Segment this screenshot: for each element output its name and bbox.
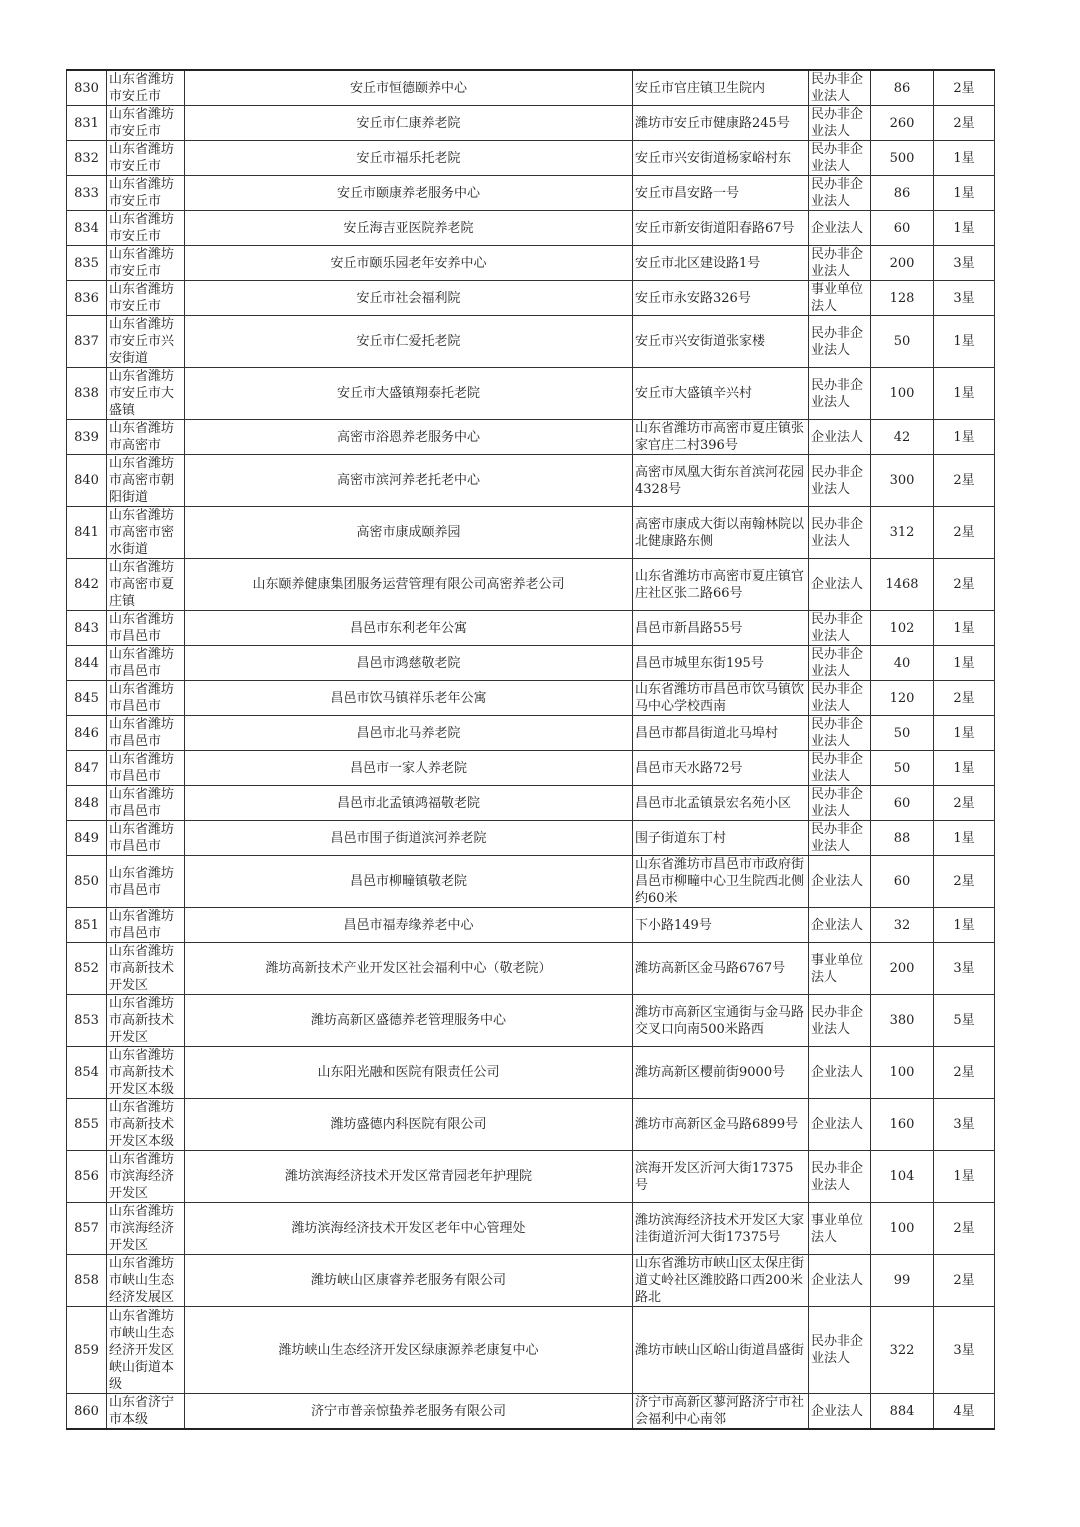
row-bed-count: 322 [871,1307,934,1394]
row-bed-count: 380 [871,995,934,1047]
row-legal-type: 企业法人 [809,1394,871,1430]
row-institution-name: 高密市浴恩养老服务中心 [185,420,633,455]
table-body [67,70,995,1429]
row-number: 835 [67,246,107,281]
row-bed-count: 99 [871,1255,934,1307]
row-number: 859 [67,1307,107,1394]
row-institution-name: 昌邑市饮马镇祥乐老年公寓 [185,681,633,716]
table-row [67,611,995,646]
row-star-rating: 3星 [934,943,995,995]
row-star-rating: 2星 [934,106,995,141]
row-star-rating: 1星 [934,316,995,368]
row-star-rating: 1星 [934,908,995,943]
row-bed-count: 100 [871,1203,934,1255]
row-region: 山东省潍坊市昌邑市 [107,681,185,716]
row-address: 安丘市官庄镇卫生院内 [633,70,809,106]
row-number: 856 [67,1151,107,1203]
row-legal-type: 民办非企业法人 [809,246,871,281]
row-star-rating: 5星 [934,995,995,1047]
row-region: 山东省潍坊市昌邑市 [107,751,185,786]
row-address: 安丘市兴安街道杨家峪村东 [633,141,809,176]
row-institution-name: 安丘市仁爱托老院 [185,316,633,368]
row-address: 潍坊高新区樱前街9000号 [633,1047,809,1099]
row-institution-name: 昌邑市一家人养老院 [185,751,633,786]
row-legal-type: 民办非企业法人 [809,70,871,106]
row-star-rating: 2星 [934,455,995,507]
row-bed-count: 104 [871,1151,934,1203]
row-star-rating: 1星 [934,716,995,751]
row-number: 844 [67,646,107,681]
row-address: 滨海开发区沂河大街17375号 [633,1151,809,1203]
row-star-rating: 2星 [934,559,995,611]
row-region: 山东省潍坊市昌邑市 [107,646,185,681]
row-institution-name: 安丘海吉亚医院养老院 [185,211,633,246]
row-institution-name: 昌邑市东利老年公寓 [185,611,633,646]
row-region: 山东省潍坊市高新技术开发区 [107,995,185,1047]
row-bed-count: 40 [871,646,934,681]
row-institution-name: 潍坊高新技术产业开发区社会福利中心（敬老院） [185,943,633,995]
row-region: 山东省潍坊市高密市 [107,420,185,455]
row-number: 852 [67,943,107,995]
row-star-rating: 1星 [934,611,995,646]
row-address: 围子街道东丁村 [633,821,809,856]
row-number: 851 [67,908,107,943]
row-legal-type: 民办非企业法人 [809,716,871,751]
table-row [67,559,995,611]
row-legal-type: 企业法人 [809,420,871,455]
row-region: 山东省潍坊市安丘市大盛镇 [107,368,185,420]
row-region: 山东省潍坊市安丘市 [107,246,185,281]
row-bed-count: 50 [871,316,934,368]
row-region: 山东省潍坊市高密市夏庄镇 [107,559,185,611]
row-number: 840 [67,455,107,507]
row-bed-count: 200 [871,943,934,995]
row-address: 安丘市永安路326号 [633,281,809,316]
row-institution-name: 安丘市社会福利院 [185,281,633,316]
table-row [67,995,995,1047]
row-number: 842 [67,559,107,611]
row-star-rating: 1星 [934,176,995,211]
row-star-rating: 1星 [934,368,995,420]
row-address: 潍坊市安丘市健康路245号 [633,106,809,141]
table-row [67,1099,995,1151]
row-bed-count: 42 [871,420,934,455]
row-institution-name: 昌邑市北马养老院 [185,716,633,751]
row-institution-name: 潍坊盛德内科医院有限公司 [185,1099,633,1151]
row-bed-count: 86 [871,70,934,106]
row-institution-name: 高密市康成颐养园 [185,507,633,559]
row-region: 山东省潍坊市安丘市 [107,281,185,316]
table-row [67,821,995,856]
table-row [67,1047,995,1099]
row-institution-name: 安丘市福乐托老院 [185,141,633,176]
row-address: 山东省潍坊市昌邑市饮马镇饮马中心学校西南 [633,681,809,716]
table-row [67,316,995,368]
table-row [67,507,995,559]
row-region: 山东省潍坊市安丘市 [107,141,185,176]
row-region: 山东省潍坊市高密市密水街道 [107,507,185,559]
row-region: 山东省潍坊市昌邑市 [107,786,185,821]
table-row [67,908,995,943]
table-row [67,1394,995,1430]
row-star-rating: 1星 [934,141,995,176]
row-number: 845 [67,681,107,716]
table-row [67,246,995,281]
row-bed-count: 312 [871,507,934,559]
row-number: 830 [67,70,107,106]
row-legal-type: 企业法人 [809,559,871,611]
row-star-rating: 1星 [934,751,995,786]
row-legal-type: 事业单位法人 [809,281,871,316]
row-region: 山东省济宁市本级 [107,1394,185,1430]
row-region: 山东省潍坊市昌邑市 [107,611,185,646]
table-row [67,681,995,716]
row-bed-count: 884 [871,1394,934,1430]
row-star-rating: 3星 [934,1099,995,1151]
row-address: 安丘市兴安街道张家楼 [633,316,809,368]
row-address: 潍坊高新区金马路6767号 [633,943,809,995]
table-row [67,646,995,681]
table-row [67,1255,995,1307]
row-address: 安丘市昌安路一号 [633,176,809,211]
table-row [67,856,995,908]
row-number: 841 [67,507,107,559]
row-number: 855 [67,1099,107,1151]
row-bed-count: 1468 [871,559,934,611]
row-institution-name: 昌邑市围子街道滨河养老院 [185,821,633,856]
row-star-rating: 1星 [934,1151,995,1203]
row-legal-type: 民办非企业法人 [809,681,871,716]
row-institution-name: 潍坊峡山区康睿养老服务有限公司 [185,1255,633,1307]
row-bed-count: 60 [871,211,934,246]
row-institution-name: 安丘市恒德颐养中心 [185,70,633,106]
table-row [67,211,995,246]
row-number: 839 [67,420,107,455]
row-address: 山东省潍坊市峡山区太保庄街道丈岭社区潍胶路口西200米路北 [633,1255,809,1307]
institution-table [66,69,995,1430]
row-region: 山东省潍坊市昌邑市 [107,716,185,751]
row-star-rating: 2星 [934,70,995,106]
row-region: 山东省潍坊市高新技术开发区本级 [107,1047,185,1099]
table-row [67,1151,995,1203]
row-legal-type: 事业单位法人 [809,1203,871,1255]
row-legal-type: 民办非企业法人 [809,786,871,821]
row-legal-type: 企业法人 [809,211,871,246]
table-row [67,420,995,455]
row-bed-count: 128 [871,281,934,316]
row-institution-name: 山东阳光融和医院有限责任公司 [185,1047,633,1099]
row-number: 850 [67,856,107,908]
row-address: 高密市康成大街以南翰林院以北健康路东侧 [633,507,809,559]
row-legal-type: 民办非企业法人 [809,455,871,507]
row-bed-count: 200 [871,246,934,281]
row-star-rating: 2星 [934,1203,995,1255]
table-row [67,176,995,211]
row-legal-type: 民办非企业法人 [809,646,871,681]
row-bed-count: 102 [871,611,934,646]
row-address: 高密市凤凰大街东首滨河花园4328号 [633,455,809,507]
row-legal-type: 民办非企业法人 [809,368,871,420]
row-region: 山东省潍坊市高新技术开发区 [107,943,185,995]
row-region: 山东省潍坊市滨海经济开发区 [107,1203,185,1255]
row-address: 山东省潍坊市高密市夏庄镇官庄社区张二路66号 [633,559,809,611]
row-number: 847 [67,751,107,786]
row-address: 潍坊市高新区宝通街与金马路交叉口向南500米路西 [633,995,809,1047]
row-address: 山东省潍坊市昌邑市市政府街昌邑市柳疃中心卫生院西北侧约60米 [633,856,809,908]
row-region: 山东省潍坊市安丘市 [107,70,185,106]
row-legal-type: 民办非企业法人 [809,995,871,1047]
row-institution-name: 高密市滨河养老托老中心 [185,455,633,507]
table-row [67,141,995,176]
row-bed-count: 120 [871,681,934,716]
row-address: 安丘市大盛镇辛兴村 [633,368,809,420]
row-star-rating: 3星 [934,1307,995,1394]
row-star-rating: 1星 [934,646,995,681]
row-number: 860 [67,1394,107,1430]
row-number: 854 [67,1047,107,1099]
row-number: 858 [67,1255,107,1307]
row-institution-name: 昌邑市福寿缘养老中心 [185,908,633,943]
row-legal-type: 民办非企业法人 [809,316,871,368]
row-star-rating: 2星 [934,786,995,821]
table-row [67,368,995,420]
row-region: 山东省潍坊市昌邑市 [107,908,185,943]
row-bed-count: 88 [871,821,934,856]
row-legal-type: 企业法人 [809,1255,871,1307]
row-star-rating: 4星 [934,1394,995,1430]
row-address: 潍坊市峡山区峪山街道昌盛街 [633,1307,809,1394]
row-number: 833 [67,176,107,211]
row-legal-type: 民办非企业法人 [809,106,871,141]
row-bed-count: 100 [871,368,934,420]
row-bed-count: 100 [871,1047,934,1099]
row-star-rating: 1星 [934,211,995,246]
row-region: 山东省潍坊市安丘市 [107,106,185,141]
row-number: 853 [67,995,107,1047]
row-star-rating: 2星 [934,1047,995,1099]
row-region: 山东省潍坊市滨海经济开发区 [107,1151,185,1203]
table-row [67,751,995,786]
row-region: 山东省潍坊市峡山生态经济发展区 [107,1255,185,1307]
row-address: 昌邑市天水路72号 [633,751,809,786]
row-star-rating: 2星 [934,1255,995,1307]
row-number: 834 [67,211,107,246]
row-legal-type: 民办非企业法人 [809,1307,871,1394]
table-row [67,70,995,106]
row-bed-count: 160 [871,1099,934,1151]
row-star-rating: 3星 [934,281,995,316]
row-legal-type: 企业法人 [809,1047,871,1099]
table-row [67,455,995,507]
row-address: 昌邑市都昌街道北马埠村 [633,716,809,751]
row-institution-name: 潍坊峡山生态经济开发区绿康源养老康复中心 [185,1307,633,1394]
row-legal-type: 民办非企业法人 [809,751,871,786]
row-star-rating: 1星 [934,420,995,455]
row-address: 潍坊市高新区金马路6899号 [633,1099,809,1151]
row-address: 昌邑市北孟镇景宏名苑小区 [633,786,809,821]
row-star-rating: 2星 [934,507,995,559]
row-legal-type: 民办非企业法人 [809,141,871,176]
row-address: 昌邑市新昌路55号 [633,611,809,646]
row-bed-count: 50 [871,716,934,751]
row-legal-type: 民办非企业法人 [809,176,871,211]
row-institution-name: 潍坊滨海经济技术开发区常青园老年护理院 [185,1151,633,1203]
row-region: 山东省潍坊市昌邑市 [107,821,185,856]
row-number: 837 [67,316,107,368]
row-institution-name: 安丘市仁康养老院 [185,106,633,141]
row-address: 济宁市高新区蓼河路济宁市社会福利中心南邻 [633,1394,809,1430]
row-bed-count: 32 [871,908,934,943]
row-institution-name: 济宁市普亲惊蛰养老服务有限公司 [185,1394,633,1430]
table-row [67,943,995,995]
row-legal-type: 民办非企业法人 [809,507,871,559]
row-region: 山东省潍坊市高密市朝阳街道 [107,455,185,507]
row-bed-count: 260 [871,106,934,141]
table-row [67,1203,995,1255]
row-number: 848 [67,786,107,821]
row-bed-count: 300 [871,455,934,507]
row-bed-count: 60 [871,856,934,908]
row-address: 昌邑市城里东街195号 [633,646,809,681]
table-row [67,716,995,751]
row-institution-name: 昌邑市北孟镇鸿福敬老院 [185,786,633,821]
row-institution-name: 昌邑市柳疃镇敬老院 [185,856,633,908]
row-number: 857 [67,1203,107,1255]
row-institution-name: 安丘市颐康养老服务中心 [185,176,633,211]
row-institution-name: 昌邑市鸿慈敬老院 [185,646,633,681]
row-address: 安丘市北区建设路1号 [633,246,809,281]
row-region: 山东省潍坊市安丘市兴安街道 [107,316,185,368]
row-number: 831 [67,106,107,141]
row-star-rating: 2星 [934,856,995,908]
row-legal-type: 企业法人 [809,1099,871,1151]
row-number: 843 [67,611,107,646]
row-legal-type: 事业单位法人 [809,943,871,995]
table-row [67,281,995,316]
row-address: 安丘市新安街道阳春路67号 [633,211,809,246]
row-number: 836 [67,281,107,316]
table-row [67,1307,995,1394]
row-number: 838 [67,368,107,420]
row-institution-name: 安丘市颐乐园老年安养中心 [185,246,633,281]
row-region: 山东省潍坊市峡山生态经济开发区峡山街道本级 [107,1307,185,1394]
row-region: 山东省潍坊市高新技术开发区本级 [107,1099,185,1151]
table-row [67,786,995,821]
row-legal-type: 民办非企业法人 [809,1151,871,1203]
row-institution-name: 潍坊高新区盛德养老管理服务中心 [185,995,633,1047]
row-address: 潍坊滨海经济技术开发区大家洼街道沂河大街17375号 [633,1203,809,1255]
row-bed-count: 86 [871,176,934,211]
row-star-rating: 1星 [934,821,995,856]
row-region: 山东省潍坊市安丘市 [107,211,185,246]
row-region: 山东省潍坊市昌邑市 [107,856,185,908]
row-bed-count: 50 [871,751,934,786]
row-institution-name: 潍坊滨海经济技术开发区老年中心管理处 [185,1203,633,1255]
row-star-rating: 2星 [934,681,995,716]
row-star-rating: 3星 [934,246,995,281]
row-address: 山东省潍坊市高密市夏庄镇张家官庄二村396号 [633,420,809,455]
row-region: 山东省潍坊市安丘市 [107,176,185,211]
row-institution-name: 山东颐养健康集团服务运营管理有限公司高密养老公司 [185,559,633,611]
row-legal-type: 民办非企业法人 [809,821,871,856]
table-row [67,106,995,141]
row-address: 下小路149号 [633,908,809,943]
row-number: 846 [67,716,107,751]
row-number: 849 [67,821,107,856]
row-bed-count: 60 [871,786,934,821]
row-institution-name: 安丘市大盛镇翔泰托老院 [185,368,633,420]
row-legal-type: 企业法人 [809,856,871,908]
row-number: 832 [67,141,107,176]
row-legal-type: 企业法人 [809,908,871,943]
row-legal-type: 民办非企业法人 [809,611,871,646]
row-bed-count: 500 [871,141,934,176]
